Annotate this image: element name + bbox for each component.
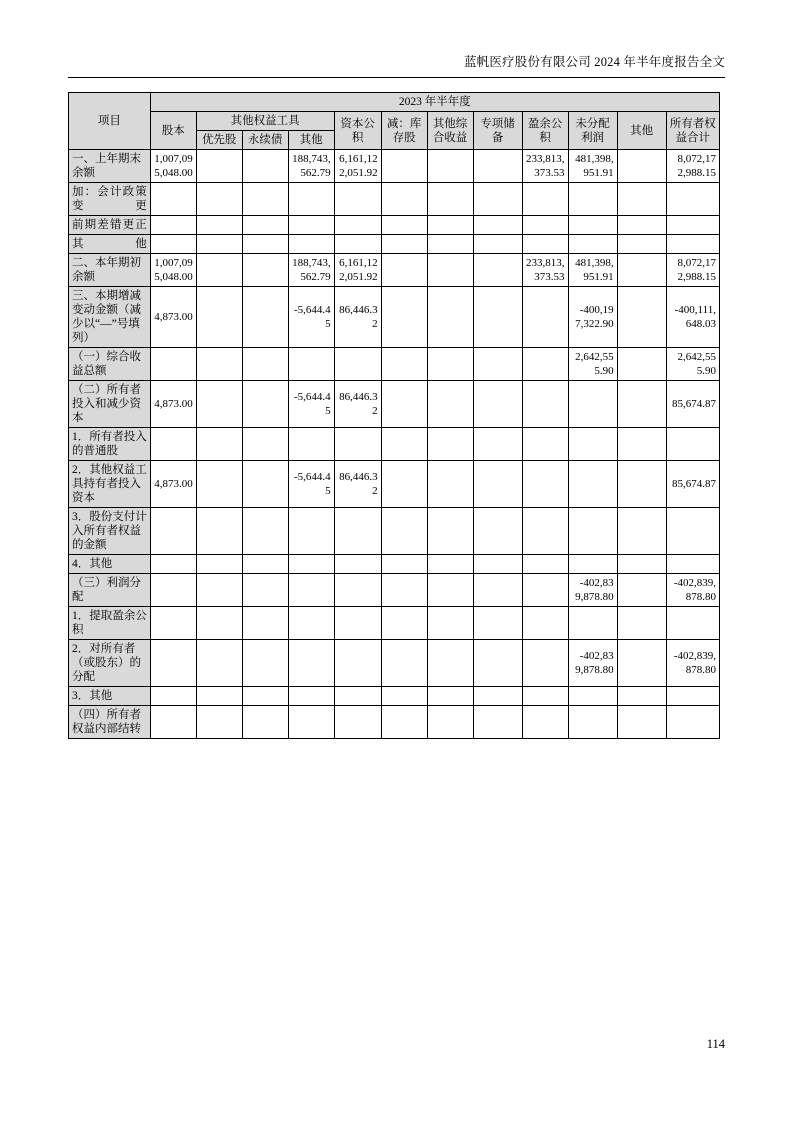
cell-perpetual_bonds <box>242 706 288 739</box>
cell-total_equity <box>666 706 719 739</box>
table-row <box>69 287 720 348</box>
cell-other <box>617 381 666 428</box>
header-surplus-reserve: 盈余公积 <box>522 112 568 150</box>
cell-other_comprehensive_income <box>427 555 473 574</box>
table-row <box>69 555 720 574</box>
cell-other <box>617 254 666 287</box>
cell-other_comprehensive_income <box>427 348 473 381</box>
cell-capital_reserve <box>334 574 381 607</box>
table-row <box>69 508 720 555</box>
cell-surplus_reserve <box>522 381 568 428</box>
cell-perpetual_bonds <box>242 508 288 555</box>
cell-surplus_reserve <box>522 183 568 216</box>
cell-other_comprehensive_income <box>427 428 473 461</box>
cell-preferred_shares <box>196 254 242 287</box>
cell-share_capital: 4,873.00 <box>150 287 196 348</box>
cell-share_capital <box>150 607 196 640</box>
cell-surplus_reserve <box>522 555 568 574</box>
cell-undistributed_profit: 481,398,951.91 <box>568 254 617 287</box>
cell-special_reserve <box>473 183 522 216</box>
cell-surplus_reserve <box>522 235 568 254</box>
cell-total_equity: 85,674.87 <box>666 381 719 428</box>
row-label: 1．提取盈余公积 <box>69 607 151 640</box>
table-row <box>69 235 720 254</box>
table-row <box>69 640 720 687</box>
cell-capital_reserve: 6,161,122,051.92 <box>334 254 381 287</box>
cell-share_capital <box>150 348 196 381</box>
cell-capital_reserve <box>334 428 381 461</box>
cell-other <box>617 607 666 640</box>
cell-preferred_shares <box>196 461 242 508</box>
cell-undistributed_profit: 481,398,951.91 <box>568 150 617 183</box>
cell-undistributed_profit: -402,839,878.80 <box>568 640 617 687</box>
row-label: 三、本期增减变动金额（减少以“—”号填列） <box>69 287 151 348</box>
cell-treasury_stock <box>381 381 427 428</box>
cell-treasury_stock <box>381 607 427 640</box>
cell-other_comprehensive_income <box>427 287 473 348</box>
cell-undistributed_profit <box>568 461 617 508</box>
cell-undistributed_profit <box>568 235 617 254</box>
row-label: （三）利润分配 <box>69 574 151 607</box>
row-label: 3．其他 <box>69 687 151 706</box>
row-label: 二、本年期初余额 <box>69 254 151 287</box>
cell-special_reserve <box>473 640 522 687</box>
cell-undistributed_profit <box>568 428 617 461</box>
cell-undistributed_profit <box>568 183 617 216</box>
table-row <box>69 428 720 461</box>
cell-other_instruments <box>288 640 334 687</box>
cell-other <box>617 183 666 216</box>
cell-special_reserve <box>473 461 522 508</box>
cell-other <box>617 574 666 607</box>
cell-surplus_reserve: 233,813,373.53 <box>522 150 568 183</box>
cell-total_equity <box>666 508 719 555</box>
cell-treasury_stock <box>381 574 427 607</box>
cell-capital_reserve: 86,446.32 <box>334 461 381 508</box>
cell-perpetual_bonds <box>242 461 288 508</box>
table-head <box>69 93 720 150</box>
cell-share_capital <box>150 555 196 574</box>
table-row <box>69 150 720 183</box>
header-other-equity-instruments: 其他权益工具 <box>196 112 334 131</box>
cell-other_comprehensive_income <box>427 216 473 235</box>
row-label: 4．其他 <box>69 555 151 574</box>
cell-undistributed_profit <box>568 607 617 640</box>
cell-total_equity <box>666 428 719 461</box>
cell-other_comprehensive_income <box>427 254 473 287</box>
cell-other_comprehensive_income <box>427 640 473 687</box>
cell-perpetual_bonds <box>242 216 288 235</box>
statement-of-changes-in-equity-table <box>68 92 720 739</box>
row-label: 3．股份支付计入所有者权益的金额 <box>69 508 151 555</box>
cell-other <box>617 640 666 687</box>
cell-preferred_shares <box>196 216 242 235</box>
cell-other_instruments: -5,644.45 <box>288 287 334 348</box>
cell-preferred_shares <box>196 348 242 381</box>
cell-surplus_reserve <box>522 461 568 508</box>
cell-surplus_reserve <box>522 706 568 739</box>
cell-undistributed_profit: -402,839,878.80 <box>568 574 617 607</box>
cell-undistributed_profit <box>568 555 617 574</box>
cell-share_capital <box>150 183 196 216</box>
cell-other_instruments <box>288 428 334 461</box>
table-row <box>69 348 720 381</box>
cell-treasury_stock <box>381 508 427 555</box>
header-undistributed-profit: 未分配利润 <box>568 112 617 150</box>
cell-other_comprehensive_income <box>427 150 473 183</box>
cell-other <box>617 706 666 739</box>
row-label: （四）所有者权益内部结转 <box>69 706 151 739</box>
cell-share_capital <box>150 216 196 235</box>
cell-special_reserve <box>473 687 522 706</box>
cell-capital_reserve: 86,446.32 <box>334 287 381 348</box>
page-number: 114 <box>706 1037 725 1051</box>
cell-other_comprehensive_income <box>427 607 473 640</box>
header-other: 其他 <box>617 112 666 150</box>
cell-other_comprehensive_income <box>427 706 473 739</box>
cell-special_reserve <box>473 555 522 574</box>
table-row <box>69 381 720 428</box>
table-row <box>69 607 720 640</box>
cell-other_instruments: 188,743,562.79 <box>288 254 334 287</box>
header-rule <box>68 77 725 78</box>
cell-preferred_shares <box>196 706 242 739</box>
cell-treasury_stock <box>381 183 427 216</box>
row-label: （二）所有者投入和减少资本 <box>69 381 151 428</box>
table-row <box>69 574 720 607</box>
cell-share_capital <box>150 235 196 254</box>
cell-preferred_shares <box>196 555 242 574</box>
cell-total_equity <box>666 607 719 640</box>
cell-special_reserve <box>473 508 522 555</box>
cell-capital_reserve <box>334 235 381 254</box>
cell-preferred_shares <box>196 381 242 428</box>
cell-preferred_shares <box>196 287 242 348</box>
cell-other_instruments <box>288 574 334 607</box>
cell-other <box>617 287 666 348</box>
header-other-comprehensive-income: 其他综合收益 <box>427 112 473 150</box>
header-perpetual-bonds: 永续债 <box>242 131 288 150</box>
cell-capital_reserve: 86,446.32 <box>334 381 381 428</box>
cell-other_instruments: -5,644.45 <box>288 381 334 428</box>
cell-share_capital <box>150 428 196 461</box>
cell-other <box>617 508 666 555</box>
cell-total_equity: -400,111,648.03 <box>666 287 719 348</box>
row-label: 2．对所有者（或股东）的分配 <box>69 640 151 687</box>
cell-treasury_stock <box>381 235 427 254</box>
row-label: 2．其他权益工具持有者投入资本 <box>69 461 151 508</box>
cell-surplus_reserve <box>522 508 568 555</box>
cell-other <box>617 150 666 183</box>
cell-total_equity: -402,839,878.80 <box>666 574 719 607</box>
cell-other_instruments <box>288 235 334 254</box>
cell-preferred_shares <box>196 607 242 640</box>
row-label: 1．所有者投入的普通股 <box>69 428 151 461</box>
cell-undistributed_profit: -400,197,322.90 <box>568 287 617 348</box>
cell-surplus_reserve <box>522 687 568 706</box>
cell-other_comprehensive_income <box>427 574 473 607</box>
cell-other_instruments: -5,644.45 <box>288 461 334 508</box>
cell-treasury_stock <box>381 555 427 574</box>
cell-special_reserve <box>473 607 522 640</box>
header-other-instruments: 其他 <box>288 131 334 150</box>
cell-special_reserve <box>473 706 522 739</box>
cell-other_instruments <box>288 216 334 235</box>
cell-treasury_stock <box>381 287 427 348</box>
cell-perpetual_bonds <box>242 555 288 574</box>
cell-perpetual_bonds <box>242 254 288 287</box>
cell-undistributed_profit <box>568 687 617 706</box>
cell-other <box>617 348 666 381</box>
cell-other_comprehensive_income <box>427 508 473 555</box>
cell-treasury_stock <box>381 428 427 461</box>
cell-total_equity <box>666 183 719 216</box>
cell-capital_reserve <box>334 607 381 640</box>
row-label: （一）综合收益总额 <box>69 348 151 381</box>
cell-preferred_shares <box>196 150 242 183</box>
cell-perpetual_bonds <box>242 574 288 607</box>
cell-other_comprehensive_income <box>427 381 473 428</box>
cell-perpetual_bonds <box>242 150 288 183</box>
table-row <box>69 706 720 739</box>
cell-perpetual_bonds <box>242 381 288 428</box>
cell-other_comprehensive_income <box>427 461 473 508</box>
cell-treasury_stock <box>381 216 427 235</box>
cell-total_equity: -402,839,878.80 <box>666 640 719 687</box>
cell-preferred_shares <box>196 428 242 461</box>
cell-surplus_reserve <box>522 574 568 607</box>
cell-surplus_reserve <box>522 348 568 381</box>
cell-special_reserve <box>473 381 522 428</box>
header-period: 2023 年半年度 <box>150 93 719 112</box>
cell-treasury_stock <box>381 254 427 287</box>
cell-preferred_shares <box>196 508 242 555</box>
header-special-reserve: 专项储备 <box>473 112 522 150</box>
cell-capital_reserve <box>334 508 381 555</box>
cell-total_equity: 2,642,555.90 <box>666 348 719 381</box>
equity-table <box>68 92 720 739</box>
cell-total_equity <box>666 216 719 235</box>
cell-treasury_stock <box>381 687 427 706</box>
cell-undistributed_profit <box>568 216 617 235</box>
cell-share_capital: 1,007,095,048.00 <box>150 254 196 287</box>
cell-surplus_reserve <box>522 216 568 235</box>
table-body <box>69 150 720 739</box>
cell-perpetual_bonds <box>242 183 288 216</box>
cell-special_reserve <box>473 348 522 381</box>
cell-capital_reserve <box>334 183 381 216</box>
cell-share_capital <box>150 640 196 687</box>
cell-preferred_shares <box>196 687 242 706</box>
cell-undistributed_profit <box>568 706 617 739</box>
cell-special_reserve <box>473 428 522 461</box>
cell-special_reserve <box>473 150 522 183</box>
cell-undistributed_profit <box>568 381 617 428</box>
cell-special_reserve <box>473 574 522 607</box>
cell-other <box>617 461 666 508</box>
cell-total_equity: 8,072,172,988.15 <box>666 150 719 183</box>
cell-other_comprehensive_income <box>427 183 473 216</box>
header-total-equity: 所有者权益合计 <box>666 112 719 150</box>
cell-share_capital <box>150 508 196 555</box>
cell-treasury_stock <box>381 640 427 687</box>
cell-surplus_reserve <box>522 287 568 348</box>
header-preferred-shares: 优先股 <box>196 131 242 150</box>
cell-special_reserve <box>473 287 522 348</box>
cell-special_reserve <box>473 235 522 254</box>
cell-other_comprehensive_income <box>427 687 473 706</box>
table-row <box>69 183 720 216</box>
cell-surplus_reserve <box>522 428 568 461</box>
header-row-group <box>69 112 720 131</box>
cell-treasury_stock <box>381 706 427 739</box>
cell-other_instruments <box>288 183 334 216</box>
header-treasury-stock: 减：库存股 <box>381 112 427 150</box>
cell-treasury_stock <box>381 150 427 183</box>
cell-undistributed_profit <box>568 508 617 555</box>
cell-undistributed_profit: 2,642,555.90 <box>568 348 617 381</box>
cell-share_capital: 4,873.00 <box>150 461 196 508</box>
cell-perpetual_bonds <box>242 640 288 687</box>
cell-share_capital: 4,873.00 <box>150 381 196 428</box>
cell-surplus_reserve <box>522 640 568 687</box>
table-row <box>69 216 720 235</box>
running-header: 蓝帆医疗股份有限公司 2024 年半年度报告全文 <box>463 55 725 69</box>
cell-capital_reserve <box>334 348 381 381</box>
cell-other_instruments: 188,743,562.79 <box>288 150 334 183</box>
header-capital-reserve: 资本公积 <box>334 112 381 150</box>
cell-treasury_stock <box>381 348 427 381</box>
cell-perpetual_bonds <box>242 235 288 254</box>
cell-other <box>617 235 666 254</box>
header-row-period <box>69 93 720 112</box>
row-label: 加：会计政策变更 <box>69 183 151 216</box>
cell-preferred_shares <box>196 235 242 254</box>
cell-treasury_stock <box>381 461 427 508</box>
cell-perpetual_bonds <box>242 287 288 348</box>
cell-other_instruments <box>288 706 334 739</box>
cell-total_equity <box>666 555 719 574</box>
row-label: 其他 <box>69 235 151 254</box>
table-row <box>69 687 720 706</box>
cell-share_capital: 1,007,095,048.00 <box>150 150 196 183</box>
row-label: 一、上年期末余额 <box>69 150 151 183</box>
row-label: 前期差错更正 <box>69 216 151 235</box>
cell-other_instruments <box>288 555 334 574</box>
cell-other_instruments <box>288 348 334 381</box>
cell-perpetual_bonds <box>242 607 288 640</box>
cell-special_reserve <box>473 216 522 235</box>
table-row <box>69 254 720 287</box>
cell-capital_reserve <box>334 640 381 687</box>
header-share-capital: 股本 <box>150 112 196 150</box>
cell-other <box>617 687 666 706</box>
cell-perpetual_bonds <box>242 687 288 706</box>
cell-preferred_shares <box>196 640 242 687</box>
cell-other_comprehensive_income <box>427 235 473 254</box>
cell-perpetual_bonds <box>242 428 288 461</box>
cell-surplus_reserve: 233,813,373.53 <box>522 254 568 287</box>
table-row <box>69 461 720 508</box>
cell-share_capital <box>150 706 196 739</box>
cell-capital_reserve: 6,161,122,051.92 <box>334 150 381 183</box>
cell-total_equity: 8,072,172,988.15 <box>666 254 719 287</box>
cell-total_equity <box>666 687 719 706</box>
cell-share_capital <box>150 574 196 607</box>
cell-other <box>617 555 666 574</box>
header-item: 项目 <box>69 93 151 150</box>
cell-capital_reserve <box>334 687 381 706</box>
cell-capital_reserve <box>334 555 381 574</box>
cell-preferred_shares <box>196 574 242 607</box>
cell-preferred_shares <box>196 183 242 216</box>
cell-capital_reserve <box>334 706 381 739</box>
cell-perpetual_bonds <box>242 348 288 381</box>
cell-special_reserve <box>473 254 522 287</box>
cell-other <box>617 216 666 235</box>
cell-total_equity <box>666 235 719 254</box>
cell-other_instruments <box>288 508 334 555</box>
cell-share_capital <box>150 687 196 706</box>
cell-other_instruments <box>288 687 334 706</box>
cell-capital_reserve <box>334 216 381 235</box>
cell-total_equity: 85,674.87 <box>666 461 719 508</box>
cell-surplus_reserve <box>522 607 568 640</box>
cell-other_instruments <box>288 607 334 640</box>
cell-other <box>617 428 666 461</box>
